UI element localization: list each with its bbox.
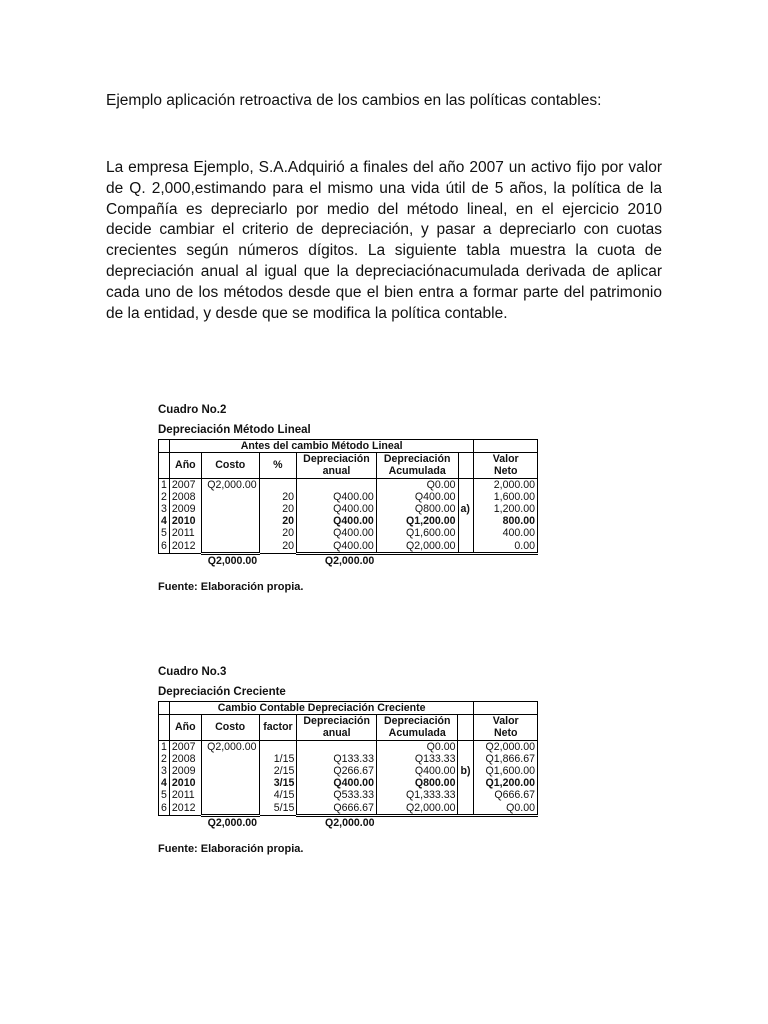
table-row: 1 2007 Q2,000.00 Q0.00 2,000.00	[159, 478, 538, 491]
table2-header-row	[159, 715, 538, 740]
table2-header-acum: Depreciación Acumulada	[376, 715, 458, 740]
document-heading: Ejemplo aplicación retroactiva de los cambios en las políticas contables:	[106, 92, 602, 109]
table2-total-costo: Q2,000.00	[201, 815, 259, 829]
table-row: 5 2011 4/15 Q533.33 Q1,333.33 Q666.67	[159, 789, 538, 801]
table-row: 4 2010 20 Q400.00 Q1,200.00 800.00	[159, 515, 538, 527]
table2-header-valor: Valor Neto	[474, 715, 538, 740]
table2-total-dep: Q2,000.00	[297, 815, 377, 829]
table1-source: Fuente: Elaboración propia.	[158, 581, 304, 594]
table-row: 3 2009 20 Q400.00 Q800.00 a) 1,200.00	[159, 503, 538, 515]
table1-header-acum: Depreciación Acumulada	[376, 453, 458, 478]
table1-header-anio: Año	[169, 453, 201, 478]
table1-total-row	[159, 553, 538, 567]
table1-header-dep: Depreciación anual	[297, 453, 377, 478]
table1-header-valor: Valor Neto	[474, 453, 538, 478]
table1-header-costo: Costo	[201, 453, 259, 478]
table-row: 2 2008 20 Q400.00 Q400.00 1,600.00	[159, 491, 538, 503]
table2-depreciation-increasing	[158, 701, 538, 829]
table1-total-costo: Q2,000.00	[201, 553, 259, 567]
table2-total-row	[159, 815, 538, 829]
table-row: 5 2011 20 Q400.00 Q1,600.00 400.00	[159, 527, 538, 539]
table2-header-dep: Depreciación anual	[297, 715, 377, 740]
table-row: 2 2008 1/15 Q133.33 Q133.33 Q1,866.67	[159, 753, 538, 765]
table-row: 1 2007 Q2,000.00 Q0.00 Q2,000.00	[159, 740, 538, 753]
table-row: 4 2010 3/15 Q400.00 Q800.00 Q1,200.00	[159, 777, 538, 789]
table2-header-factor: factor	[259, 715, 297, 740]
table1-caption-number: Cuadro No.2	[158, 404, 227, 416]
cuadro-2	[158, 404, 538, 593]
table2-banner: Cambio Contable Depreciación Creciente	[169, 702, 474, 715]
body-paragraph: La empresa Ejemplo, S.A.Adquirió a finales del año 2007 un activo fijo por valor de Q. 2,000,estimando para el mismo una vida útil de 5 años, la política de la Compañía es depreciarlo por medio del método lineal, en el ejercicio 2010 decide cambiar el criterio de depreciación, y pasar a depreciarlo con cuotas crecientes según números dígitos. La siguiente tabla muestra la cuota de depreciación anual al igual que la depreciaciónacumulada derivada de aplicar cada uno de los métodos desde que el bien entra a formar parte del patrimonio de la entidad, y desde que se modifica la política contable.	[106, 159, 662, 322]
table-row: 3 2009 2/15 Q266.67 Q400.00 b) Q1,600.00	[159, 765, 538, 777]
table1-total-dep: Q2,000.00	[297, 553, 377, 567]
table2-header-anio: Año	[169, 715, 201, 740]
table-row: 6 2012 5/15 Q666.67 Q2,000.00 Q0.00	[159, 802, 538, 816]
table-row: 6 2012 20 Q400.00 Q2,000.00 0.00	[159, 540, 538, 554]
cuadro-3	[158, 666, 538, 855]
table2-source: Fuente: Elaboración propia.	[158, 843, 304, 856]
table1-header-pct: %	[259, 453, 296, 478]
table1-banner: Antes del cambio Método Lineal	[169, 440, 474, 453]
table2-header-costo: Costo	[201, 715, 259, 740]
note-marker-a: a)	[458, 503, 474, 515]
table2-caption-number: Cuadro No.3	[158, 666, 227, 678]
table1-header-row	[159, 453, 538, 478]
table1-caption-title: Depreciación Método Lineal	[158, 424, 311, 436]
table1-depreciation-linear	[158, 439, 538, 567]
note-marker-b: b)	[458, 765, 474, 777]
table2-caption-title: Depreciación Creciente	[158, 686, 286, 698]
